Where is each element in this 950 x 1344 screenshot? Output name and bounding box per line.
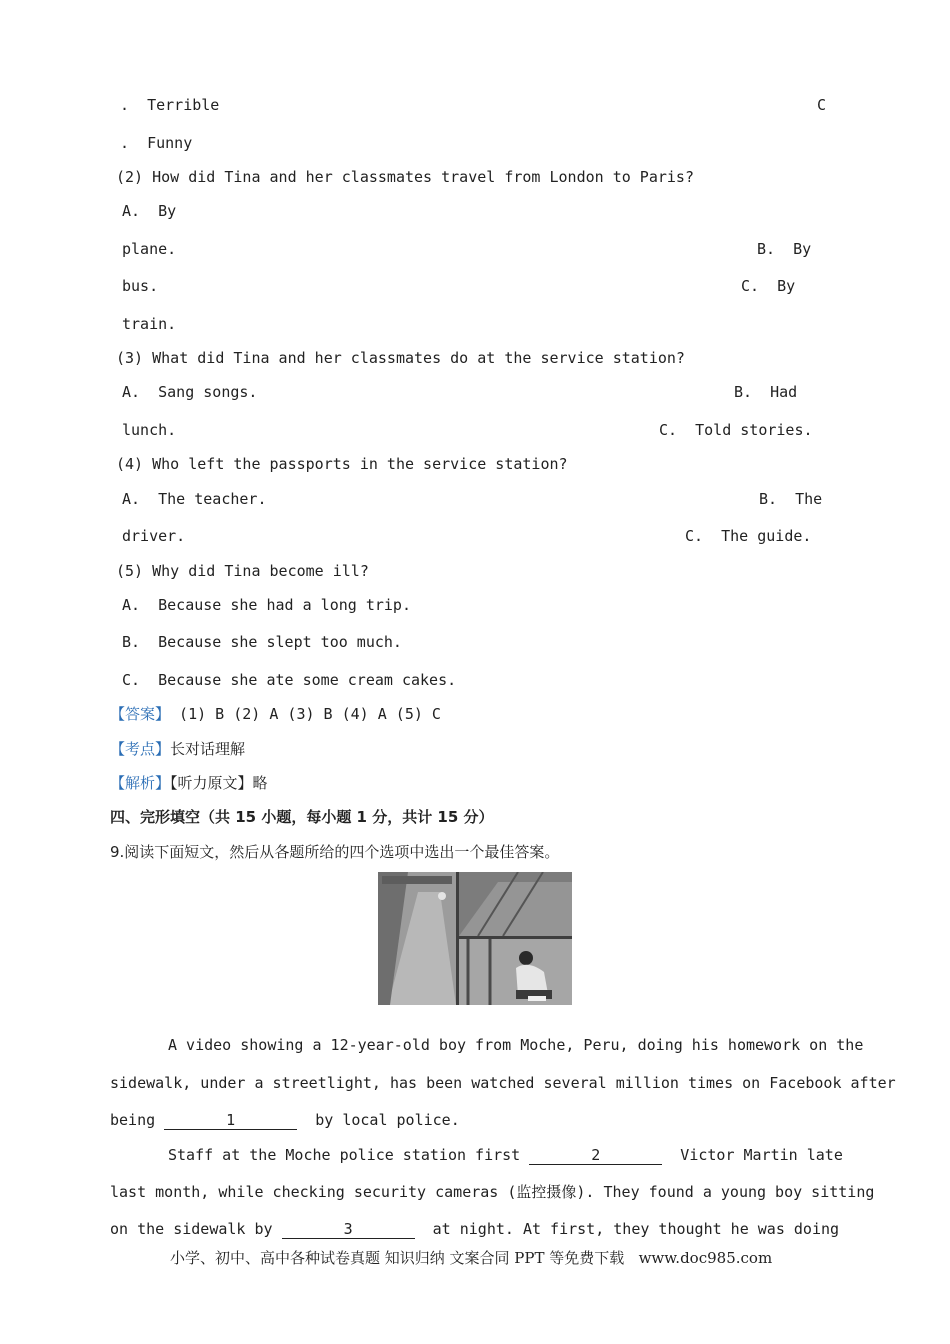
option-b-text: . Terrible (120, 96, 220, 114)
q4-option-b-tail: driver. (122, 527, 186, 545)
passage-line-6-post: at night. At first, they thought he was doing (432, 1220, 840, 1238)
jiexi-line (110, 773, 268, 793)
passage-line-3-post: by local police. (315, 1111, 460, 1129)
q5-option-a: A. Because she had a long trip. (122, 596, 411, 614)
section-heading: 四、完形填空（共 15 小题，每小题 1 分，共计 15 分） (110, 808, 494, 826)
q4-option-c: C. The guide. (685, 527, 812, 545)
passage-line-4 (168, 1145, 843, 1165)
answer-text: (1) B (2) A (3) B (4) A (5) C (170, 705, 441, 723)
option-c-text: . Funny (120, 134, 193, 152)
instruction: 9.阅读下面短文，然后从各题所给的四个选项中选出一个最佳答案。 (110, 843, 560, 861)
question-4-stem: (4) Who left the passports in the service station? (116, 455, 568, 473)
question-2-stem: (2) How did Tina and her classmates travel from London to Paris? (116, 168, 694, 186)
passage-line-1: A video showing a 12-year-old boy from Moche, Peru, doing his homework on the (168, 1036, 864, 1054)
q3-option-b-head: B. Had (734, 383, 798, 401)
question-3-stem: (3) What did Tina and her classmates do at the service station? (116, 349, 685, 367)
answer-label: 【答案】 (110, 705, 171, 723)
passage-line-4-pre: Staff at the Moche police station first (168, 1146, 521, 1164)
q2-option-c-head: C. By (741, 277, 796, 295)
passage-line-4-post: Victor Martin late (680, 1146, 843, 1164)
answer-line (110, 704, 441, 724)
page-footer: 小学、初中、高中各种试卷真题 知识归纳 文案合同 PPT 等免费下载 www.doc985.com (170, 1249, 773, 1267)
q2-option-c-tail: train. (122, 315, 177, 333)
kaodian-label: 【考点】 (110, 740, 171, 758)
q5-option-b: B. Because she slept too much. (122, 633, 402, 651)
question-5-stem: (5) Why did Tina become ill? (116, 562, 369, 580)
blank-1: 1 (164, 1112, 297, 1130)
q4-option-a: A. The teacher. (122, 490, 267, 508)
passage-line-5: last month, while checking security cameras (监控摄像). They found a young boy sitting (110, 1183, 875, 1201)
q2-option-a-tail: plane. (122, 240, 177, 258)
q3-option-b-tail: lunch. (122, 421, 177, 439)
kaodian-line (110, 739, 245, 759)
q2-option-b-head: B. By (757, 240, 812, 258)
passage-line-6 (110, 1219, 839, 1239)
passage-line-3 (110, 1110, 460, 1130)
q3-option-a: A. Sang songs. (122, 383, 258, 401)
surveillance-photo (378, 872, 572, 1005)
blank-3: 3 (282, 1221, 415, 1239)
q4-option-b-head: B. The (759, 490, 823, 508)
option-c-letter: C (817, 96, 827, 114)
q5-option-c: C. Because she ate some cream cakes. (122, 671, 457, 689)
passage-line-6-pre: on the sidewalk by (110, 1220, 273, 1238)
jiexi-text: 【听力原文】略 (170, 774, 268, 792)
passage-line-3-pre: being (110, 1111, 156, 1129)
passage-line-2: sidewalk, under a streetlight, has been watched several million times on Facebook after (110, 1074, 896, 1092)
blank-2: 2 (529, 1147, 662, 1165)
kaodian-text: 长对话理解 (170, 740, 246, 758)
q3-option-c: C. Told stories. (659, 421, 813, 439)
jiexi-label: 【解析】 (110, 774, 171, 792)
q2-option-b-tail: bus. (122, 277, 159, 295)
q2-option-a-head: A. By (122, 202, 177, 220)
